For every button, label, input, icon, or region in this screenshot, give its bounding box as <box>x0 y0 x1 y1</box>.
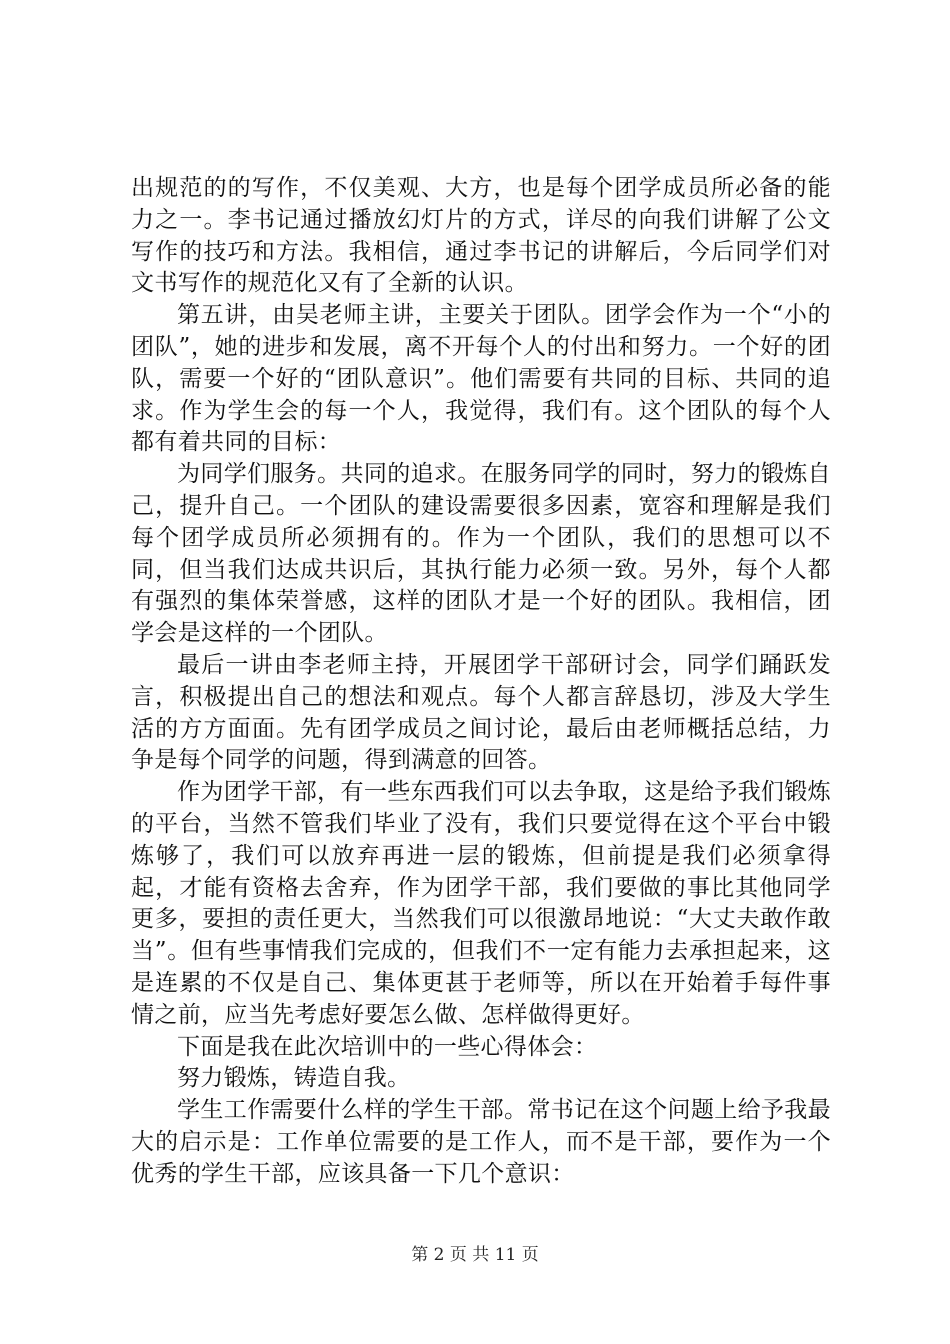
page-number-footer: 第 2 页 共 11 页 <box>411 1245 539 1265</box>
paragraph-fifth-lecture: 第五讲，由吴老师主讲，主要关于团队。团学会作为一个“小的团队”，她的进步和发展，离不开每个人的付出和努力。一个好的团队，需要一个好的“团队意识”。他们需要有共同的目标、共同的追求。作为学生会的每一个人，我觉得，我们有。这个团队的每个人都有着共同的目标： <box>131 302 831 456</box>
paragraph-writing-norms: 出规范的的写作，不仅美观、大方，也是每个团学成员所必备的能力之一。李书记通过播放幻灯片的方式，详尽的向我们讲解了公文写作的技巧和方法。我相信，通过李书记的讲解后，今后同学们对文书写作的规范化又有了全新的认识。 <box>131 175 831 297</box>
paragraph-cadre-responsibility: 作为团学干部，有一些东西我们可以去争取，这是给予我们锻炼的平台，当然不管我们毕业了没有，我们只要觉得在这个平台中锻炼够了，我们可以放弃再进一层的锻炼，但前提是我们必须拿得起，才能有资格去舍弃，作为团学干部，我们要做的事比其他同学更多，要担的责任更大，当然我们可以很激昂地说：“大丈夫敢作敢当”。但有些事情我们完成的，但我们不一定有能力去承担起来，这是连累的不仅是自己、集体更甚于老师等，所以在开始着手每件事情之前，应当先考虑好要怎么做、怎样做得更好。 <box>131 779 831 1028</box>
paragraph-serve-classmates: 为同学们服务。共同的追求。在服务同学的同时，努力的锻炼自己，提升自己。一个团队的建设需要很多因素，宽容和理解是我们每个团学成员所必须拥有的。作为一个团队，我们的思想可以不同，但当我们达成共识后，其执行能力必须一致。另外，每个人都有强烈的集体荣誉感，这样的团队才是一个好的团队。我相信，团学会是这样的一个团队。 <box>131 461 831 647</box>
document-body <box>131 173 831 1191</box>
paragraph-section-heading: 努力锻炼，铸造自我。 <box>177 1065 411 1092</box>
paragraph-student-cadre-needs: 学生工作需要什么样的学生干部。常书记在这个问题上给予我最大的启示是：工作单位需要的是工作人，而不是干部，要作为一个优秀的学生干部，应该具备一下几个意识： <box>131 1097 831 1187</box>
paragraph-experience-intro: 下面是我在此次培训中的一些心得体会： <box>177 1033 598 1060</box>
paragraph-final-lecture: 最后一讲由李老师主持，开展团学干部研讨会，同学们踊跃发言，积极提出自己的想法和观点。每个人都言辞恳切，涉及大学生活的方方面面。先有团学成员之间讨论，最后由老师概括总结，力争是每个同学的问题，得到满意的回答。 <box>131 651 831 774</box>
